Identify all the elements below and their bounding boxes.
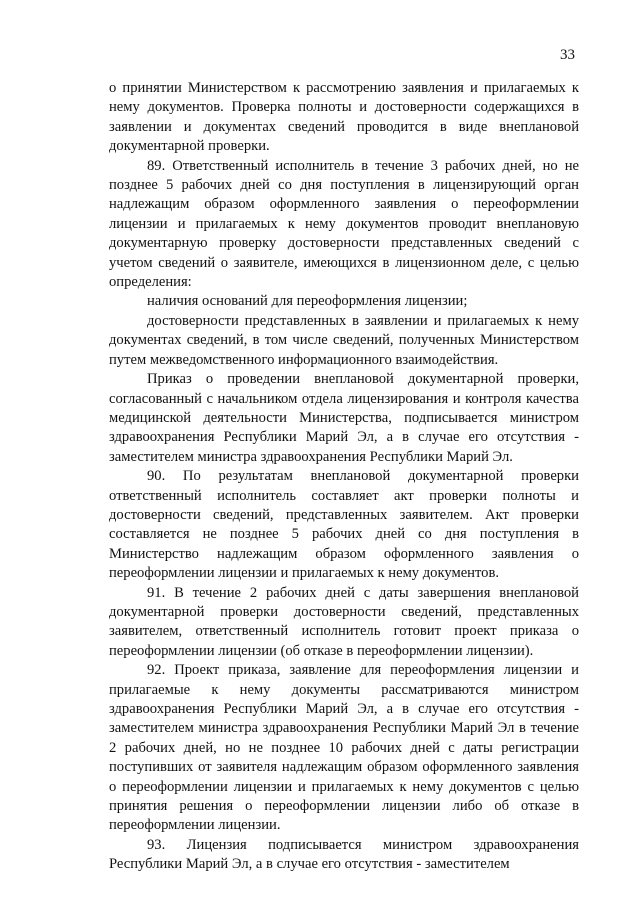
paragraph-90: 90. По результатам внеплановой документарной проверки ответственный исполнитель составляет акт проверки полноты и достоверности сведений, представленных заявителем. Акт проверки составляется не позднее 5 рабочих дней со дня поступления в Министерство надлежащим образом оформленного заявления о переоформлении лицензии и прилагаемых к нему документов. <box>109 468 579 582</box>
page-number: 33 <box>560 47 575 63</box>
paragraph-91: 91. В течение 2 рабочих дней с даты завершения внеплановой документарной проверки достоверности сведений, представленных заявителем, ответственный исполнитель готовит проект приказа о переоформлении лицензии (об отказе в переоформлении лицензии). <box>109 584 579 659</box>
list-item-reliability: достоверности представленных в заявлении и прилагаемых к нему документах сведений, в том числе сведений, полученных Министерством путем межведомственного информационного взаимодействия. <box>109 312 579 368</box>
paragraph-continuation: о принятии Министерством к рассмотрению заявления и прилагаемых к нему документов. Проверка полноты и достоверности содержащихся в заявлении и документах сведений проводится в виде внеплановой документарной проверки. <box>109 80 579 155</box>
paragraph-93: 93. Лицензия подписывается министром здравоохранения Республики Марий Эл, а в случае его отсутствия - заместителем <box>109 836 579 873</box>
paragraph-92: 92. Проект приказа, заявление для переоформления лицензии и прилагаемые к нему документы рассматриваются министром здравоохранения Республики Марий Эл, а в случае его отсутствия - заместителем министра здравоохранения Республики Марий Эл в течение 2 рабочих дней, но не позднее 10 рабочих дней с даты регистрации поступивших от заявителя надлежащим образом оформленного заявления о переоформлении лицензии и прилагаемых к нему документов с целью принятия решения о переоформлении лицензии либо об отказе в переоформлении лицензии. <box>109 662 579 834</box>
paragraph-order: Приказ о проведении внеплановой документарной проверки, согласованный с начальником отдела лицензирования и контроля качества медицинской деятельности Министерства, подписывается министром здравоохранения Республики Марий Эл, а в случае его отсутствия - заместителем министра здравоохранения Республики Марий Эл. <box>109 371 579 465</box>
list-item-grounds: наличия оснований для переоформления лицензии; <box>147 293 468 310</box>
paragraph-89: 89. Ответственный исполнитель в течение 3 рабочих дней, но не позднее 5 рабочих дней со дня поступления в лицензирующий орган надлежащим образом оформленного заявления о переоформлении лицензии и прилагаемых к нему документов проводит внеплановую документарную проверку достоверности представленных сведений с учетом сведений о заявителе, имеющихся в лицензионном деле, с целью определения: <box>109 157 579 291</box>
document-body <box>109 79 579 875</box>
